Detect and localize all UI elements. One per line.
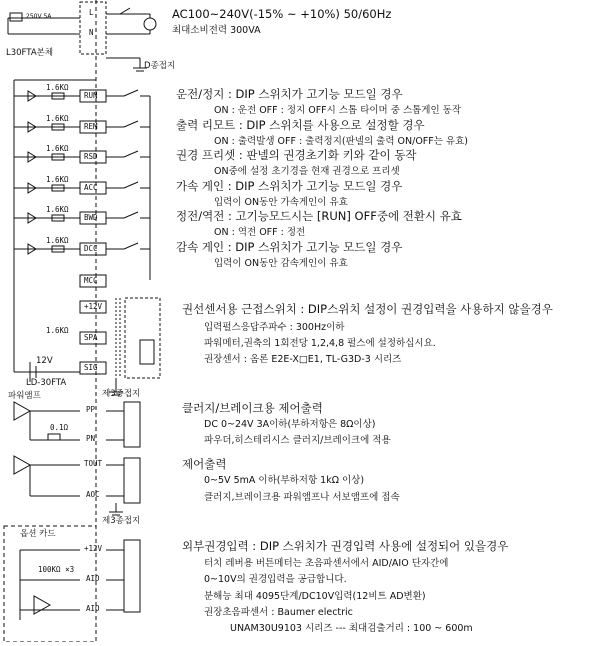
- input-title-1: 운전/정지 : DIP 스위치가 고기능 모드일 경우: [176, 87, 403, 101]
- terminal-opt-12v: +12V: [84, 544, 103, 553]
- ac-source-symbol: [144, 18, 156, 30]
- control-line-1: 0~5V 5mA 이하(부하저항 1kΩ 이상): [204, 475, 365, 486]
- input-desc-6: 입력이 ON동안 감속게인이 유효: [214, 258, 348, 269]
- input-switch-4: [124, 182, 138, 188]
- terminal-run: RUN: [84, 91, 98, 100]
- resistor-label-2: 1.6KΩ: [46, 114, 69, 123]
- control-amp-symbol: [14, 456, 30, 474]
- input-title-3: 권경 프리셋 : 판넬의 권경초기화 키와 같이 동작: [176, 148, 417, 162]
- power-amp-symbol: [14, 402, 30, 420]
- input-switch-5: [124, 212, 138, 218]
- sensor-line-3: 권장센서 : 옴론 E2E-X□E1, TL-G3D-3 시리즈: [204, 354, 402, 365]
- sensor-frame: [125, 298, 160, 378]
- max-power: 최대소비전력 300VA: [172, 25, 261, 36]
- input-desc-4: 입력이 ON동안 가속게인이 유효: [214, 197, 348, 208]
- terminal-aid: AID: [86, 574, 100, 583]
- terminal-bwd: BWD: [84, 213, 98, 222]
- input-title-4: 가속 게인 : DIP 스위치가 고기능 모드일 경우: [176, 179, 403, 193]
- resistor-label-3: 1.6KΩ: [46, 144, 69, 153]
- control-line-2: 클러지,브레이크용 파워앰프나 서보앰프에 접속: [204, 492, 400, 503]
- input-title-6: 감속 게인 : DIP 스위치가 고기능 모드일 경우: [176, 240, 403, 254]
- terminal-rsd: RSD: [84, 152, 98, 161]
- input-switch-6: [124, 243, 138, 249]
- terminal-pp: PP: [86, 405, 96, 414]
- brake-title: 클러지/브레이크용 제어출력: [182, 401, 323, 415]
- shunt-resistor-label: 0.1Ω: [50, 423, 69, 432]
- input-desc-5: ON : 역전 OFF : 정전: [214, 227, 306, 238]
- control-title: 제어출력: [182, 457, 227, 471]
- supply-label: 12V: [36, 356, 53, 366]
- input-rows: [14, 90, 150, 374]
- input-switch-1: [124, 90, 138, 96]
- terminal-l: L: [89, 8, 94, 17]
- ground-3-label-b: 제3종접지: [102, 516, 141, 526]
- ground-d-label: D종접지: [144, 61, 176, 71]
- terminal-tout: TOUT: [84, 459, 103, 468]
- power-amp-label: 파워앰프: [8, 391, 41, 401]
- shunt-resistor: [48, 434, 60, 440]
- sensor-terminal-4: SIG: [84, 363, 98, 372]
- option-line-3: 분해능 최대 4095단계/DC10V입력(12비트 AD변환): [204, 591, 426, 602]
- input-desc-2: ON : 출력발생 OFF : 출력정지(판넬의 출력 ON/OFF는 유효): [214, 136, 468, 147]
- sensor-line-1: 입력펄스응답주파수 : 300Hz이하: [204, 322, 345, 333]
- brake-load-box: [124, 402, 140, 447]
- resistor-label-6: 1.6KΩ: [46, 236, 69, 245]
- terminal-n: N: [89, 28, 94, 37]
- option-line-5: UNAM30U9103 시리즈 --- 최대검출거리 : 100 ~ 600m: [230, 623, 473, 634]
- terminal-rem: REM: [84, 122, 98, 131]
- option-resistor-label: 100KΩ ×3: [38, 565, 75, 574]
- input-desc-3: ON중에 설정 초기경을 현재 권경으로 프리셋: [214, 166, 400, 177]
- terminal-aoc: AOC: [86, 490, 100, 499]
- sensor-terminal-1: MCC: [84, 276, 98, 285]
- option-line-1: 터치 레버용 버튼메터는 초음파센서에서 AID/AIO 단자간에: [204, 558, 449, 569]
- sensor-title: 권선센서용 근접스위치 : DIP스위치 설정이 권경입력을 사용하지 않을경우: [182, 302, 553, 316]
- ground-3-label-a: 제3종접지: [102, 389, 141, 399]
- resistor-label-4: 1.6KΩ: [46, 175, 69, 184]
- fuse-label: 250V 5A: [26, 13, 52, 20]
- input-switch-3: [124, 151, 138, 157]
- option-card-label: 옵션 카드: [20, 529, 56, 539]
- control-load-box: [124, 458, 140, 503]
- brake-line-1: DC 0~24V 3A이하(부하저항은 8Ω이상): [204, 419, 376, 430]
- unit-footer: LD-30FTA: [26, 378, 67, 388]
- sensor-terminal-2: +12V: [84, 302, 103, 311]
- option-card-frame: [4, 526, 96, 642]
- input-title-5: 정전/역전 : 고기능모드시는 [RUN] OFF중에 전환시 유효: [176, 209, 462, 223]
- option-title: 외부권경입력 : DIP 스위치가 권경입력 사용에 설정되어 있을경우: [182, 539, 509, 553]
- brake-line-2: 파우더,히스테리시스 클러지/브레이크에 적용: [204, 435, 391, 446]
- resistor-label-5: 1.6KΩ: [46, 205, 69, 214]
- unit-name: L30FTA본체: [6, 48, 54, 58]
- input-desc-1: ON : 운전 OFF : 정지 OFF시 스톱 타이머 중 스톱게인 동작: [214, 105, 462, 116]
- terminal-acc: ACC: [84, 183, 98, 192]
- resistor-label-1: 1.6KΩ: [46, 83, 69, 92]
- power-spec: AC100~240V(-15% ~ +10%) 50/60Hz: [172, 7, 392, 21]
- sensor-resistor: 1.6KΩ: [46, 326, 69, 335]
- sensor-line-2: 파워메터,권축의 1회전당 1,2,4,8 펄스에 설정하십시요.: [204, 338, 436, 349]
- sensor-symbol: [140, 340, 154, 364]
- terminal-pn: PN: [86, 434, 96, 443]
- ultrasonic-sensor-box: [124, 540, 140, 612]
- terminal-aio: AIO: [86, 604, 100, 613]
- sensor-terminal-3: SPA: [84, 333, 98, 342]
- input-switch-2: [124, 121, 138, 127]
- fuse-symbol: [10, 13, 22, 21]
- terminal-dcc: DCC: [84, 244, 98, 253]
- option-line-2: 0~10V의 권경입력을 공급합니다.: [204, 574, 347, 585]
- input-title-2: 출력 리모트 : DIP 스위치를 사용으로 설정할 경우: [176, 118, 425, 132]
- option-line-4: 권장초음파센서 : Baumer electric: [204, 607, 353, 618]
